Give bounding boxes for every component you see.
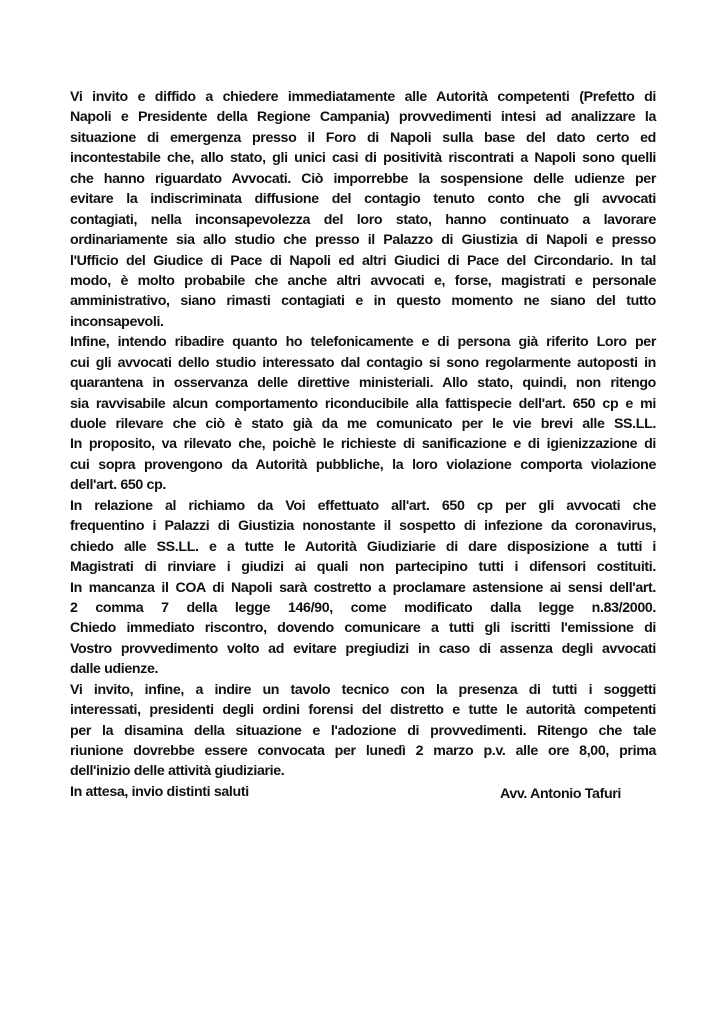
text-line: 2 comma 7 della legge 146/90, come modificato dalla legge n.83/2000. [70, 599, 656, 616]
text-line: In proposito, va rilevato che, poichè le richieste di sanificazione e di igienizzazione di [70, 436, 656, 453]
text-line: inconsapevoli. [70, 313, 164, 330]
text-line: riunione dovrebbe essere convocata per lunedì 2 marzo p.v. alle ore 8,00, prima [70, 743, 656, 759]
letter-body [70, 87, 656, 802]
text-line: incontestabile che, allo stato, gli unici casi di positività riscontrati a Napoli sono quelli [70, 150, 656, 167]
text-line: situazione di emergenza presso il Foro di Napoli sulla base del dato certo ed [70, 129, 656, 146]
text-line: interessati, presidenti degli ordini forensi del distretto e tutte le autorità competenti [70, 702, 656, 719]
text-line: In mancanza il COA di Napoli sarà costretto a proclamare astensione ai sensi dell'art. [70, 579, 656, 596]
text-line: amministrativo, siano rimasti contagiati e in questo momento ne siano del tutto [70, 293, 656, 310]
text-line: frequentino i Palazzi di Giustizia nonostante il sospetto di infezione da coronavirus, [70, 518, 656, 535]
text-line: dell'art. 650 cp. [70, 477, 166, 494]
text-line: contagiati, nella inconsapevolezza del loro stato, hanno continuato a lavorare [70, 211, 656, 228]
text-line: quarantena in osservanza delle direttive ministeriali. Allo stato, quindi, non ritengo [70, 375, 656, 392]
text-line: sia ravvisabile alcun comportamento riconducibile alla fattispecie dell'art. 650 cp e mi [70, 395, 656, 412]
text-line: Vostro provvedimento volto ad evitare pregiudizi in caso di assenza degli avvocati [70, 640, 656, 657]
text-line: evitare la indiscriminata diffusione del contagio tenuto conto che gli avvocati [70, 191, 656, 208]
text-line: per la disamina della situazione e l'adozione di provvedimenti. Ritengo che tale [70, 722, 656, 739]
signature: Avv. Antonio Tafuri [500, 786, 622, 802]
text-line: dalle udienze. [70, 661, 159, 678]
text-line: Vi invito, infine, a indire un tavolo tecnico con la presenza di tutti i soggetti [70, 681, 656, 698]
text-line: che hanno riguardato Avvocati. Ciò imporrebbe la sospensione delle udienze per [70, 170, 656, 187]
text-line: chiedo alle SS.LL. e a tutte le Autorità Giudiziarie di dare disposizione a tutti i [70, 538, 656, 555]
text-line: modo, è molto probabile che anche altri avvocati e, forse, magistrati e personale [70, 272, 656, 289]
text-line: Magistrati di rinviare i giudizi ai quali non partecipino tutti i difensori costituiti. [70, 559, 656, 576]
text-line: duole rilevare che ciò è stato già da me comunicato per le vie brevi alle SS.LL. [70, 416, 656, 432]
text-line: Infine, intendo ribadire quanto ho telefonicamente e di persona già riferito Loro per [70, 334, 656, 351]
closing-line: In attesa, invio distinti saluti [70, 783, 249, 800]
text-line: In relazione al richiamo da Voi effettuato all'art. 650 cp per gli avvocati che [70, 497, 656, 514]
text-line: cui sopra provengono da Autorità pubbliche, la loro violazione comporta violazione [70, 456, 656, 473]
text-line: Chiedo immediato riscontro, dovendo comunicare a tutti gli iscritti l'emissione di [70, 620, 656, 637]
text-line: cui gli avvocati dello studio interessato dal contagio si sono regolarmente autoposti in [70, 354, 656, 371]
text-line: Napoli e Presidente della Regione Campania) provvedimenti intesi ad analizzare la [70, 109, 656, 126]
text-line: dell'inizio delle attività giudiziarie. [70, 763, 285, 780]
text-line: ordinariamente sia allo studio che presso il Palazzo di Giustizia di Napoli e presso [70, 232, 656, 249]
text-line: Vi invito e diffido a chiedere immediatamente alle Autorità competenti (Prefetto di [70, 89, 656, 105]
text-line: l'Ufficio del Giudice di Pace di Napoli ed altri Giudici di Pace del Circondario. In tal [70, 252, 656, 269]
